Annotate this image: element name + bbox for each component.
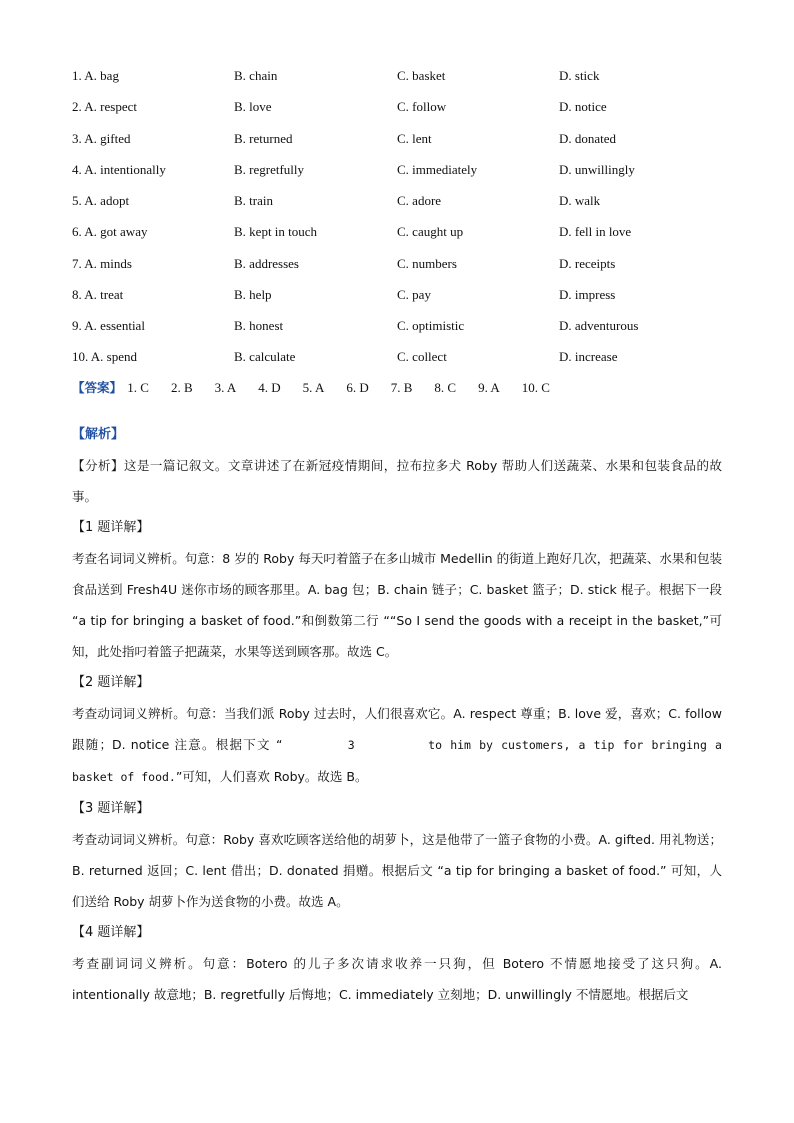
option-cell: C. pay (397, 286, 431, 302)
option-cell: C. collect (397, 349, 447, 365)
option-cell: D. fell in love (559, 224, 632, 240)
section-text-2-after: ”可知，人们喜欢 Roby。故选 B。 (175, 769, 368, 784)
option-cell: D. impress (559, 286, 616, 302)
option-row (72, 347, 732, 378)
section-title-4: 【4 题详解】 (72, 925, 150, 940)
option-cell: B. train (234, 193, 273, 208)
option-cell: C. follow (397, 99, 447, 115)
option-cell: D. adventurous (559, 318, 639, 333)
option-cell: B. kept in touch (234, 224, 318, 240)
analysis-summary: 【分析】这是一篇记叙文。文章讲述了在新冠疫情期间，拉布拉多犬 Roby 帮助人们送蔬菜、水果和包装食品的故事。 (72, 458, 722, 504)
option-row (72, 254, 732, 285)
option-row (72, 285, 732, 316)
option-cell: D. walk (559, 193, 601, 208)
answer-item: 2. B (170, 380, 193, 395)
option-cell: B. help (234, 286, 272, 302)
option-cell: C. numbers (397, 255, 457, 271)
option-cell: C. basket (397, 68, 446, 83)
analysis-block (72, 419, 729, 1010)
option-cell: C. immediately (397, 161, 478, 177)
option-cell: 7. A. minds (72, 255, 132, 271)
answer-item: 6. D (346, 380, 369, 395)
option-cell: D. increase (559, 349, 618, 365)
section-text-2-before: 考查动词词义辨析。句意：当我们派 Roby 过去时，人们很喜欢它。A. respect 尊重；B. love 爱，喜欢；C. follow 跟随；D. notice 注意。根据下文 “ (72, 706, 722, 752)
option-cell: D. donated (559, 130, 617, 146)
answer-item: 1. C (127, 380, 149, 395)
option-cell: D. stick (559, 68, 600, 83)
option-row (72, 66, 732, 97)
option-cell: B. calculate (234, 349, 296, 365)
option-cell: D. receipts (559, 255, 616, 271)
option-cell: D. notice (559, 99, 607, 115)
option-row (72, 97, 732, 128)
option-cell: B. addresses (234, 255, 299, 271)
answer-line (72, 378, 550, 398)
section-text-3: 考查动词词义辨析。句意：Roby 喜欢吃顾客送给他的胡萝卜，这是他带了一篮子食物的小费。A. gifted. 用礼物送；B. returned 返回；C. lent 借出；D. donated 捐赠。根据后文 “a tip for bringing a basket of food.” 可知，人们送给 Roby 胡萝卜作为送食物的小费。故选 A。 (72, 832, 722, 909)
answer-item: 3. A (214, 380, 237, 395)
answer-item: 9. A (478, 380, 500, 395)
option-cell: B. love (234, 99, 272, 115)
answer-item: 8. C (434, 380, 457, 395)
option-cell: B. regretfully (234, 161, 305, 177)
section-text-2-quote: 3 to him by customers, a tip for bringing a basket of food. (72, 738, 729, 784)
option-cell: B. honest (234, 318, 284, 333)
options-table (72, 66, 732, 379)
option-cell: C. adore (397, 193, 442, 208)
section-text-1: 考查名词词义辨析。句意：8 岁的 Roby 每天叼着篮子在多山城市 Medellin 的街道上跑好几次，把蔬菜、水果和包装食品送到 Fresh4U 迷你市场的顾客那里。A. bag 包；B. chain 链子；C. basket 篮子；D. stick 棍子。根据下一段 “a tip for bringing a basket of food.”和倒数第二行 ““So I send the goods with a receipt in the basket,”可知，此处指叼着篮子把蔬菜，水果等送到顾客那。故选 C。 (72, 551, 722, 659)
section-title-3: 【3 题详解】 (72, 801, 150, 816)
answer-items (125, 380, 550, 395)
analysis-label: 【解析】 (72, 427, 125, 442)
option-row (72, 222, 732, 253)
option-cell: C. lent (397, 130, 432, 146)
option-cell: B. chain (234, 68, 278, 83)
option-cell: 4. A. intentionally (72, 161, 166, 177)
answer-item: 10. C (521, 380, 550, 395)
option-cell: 8. A. treat (72, 286, 124, 302)
section-text-4: 考查副词词义辨析。句意：Botero 的儿子多次请求收养一只狗，但 Botero 不情愿地接受了这只狗。A. intentionally 故意地；B. regretfully 后悔地；C. immediately 立刻地；D. unwillingly 不情愿地。根据后文 (72, 956, 722, 1002)
answer-item: 4. D (258, 380, 281, 395)
option-cell: C. caught up (397, 224, 464, 240)
option-row (72, 191, 732, 222)
option-cell: C. optimistic (397, 318, 465, 333)
option-cell: 5. A. adopt (72, 193, 130, 208)
option-cell: 10. A. spend (72, 349, 137, 365)
option-cell: 1. A. bag (72, 68, 119, 83)
section-title-2: 【2 题详解】 (72, 675, 150, 690)
option-cell: 2. A. respect (72, 99, 137, 115)
option-row (72, 316, 732, 347)
option-row (72, 129, 732, 160)
answer-item: 7. B (390, 380, 413, 395)
option-cell: 3. A. gifted (72, 130, 131, 146)
section-title-1: 【1 题详解】 (72, 520, 150, 535)
answer-item: 5. A (302, 380, 325, 395)
option-cell: 9. A. essential (72, 318, 145, 333)
option-cell: D. unwillingly (559, 161, 635, 177)
option-cell: B. returned (234, 130, 293, 146)
answer-label: 【答案】 (72, 380, 123, 395)
option-cell: 6. A. got away (72, 224, 148, 240)
option-row (72, 160, 732, 191)
section-text-2 (72, 698, 729, 793)
